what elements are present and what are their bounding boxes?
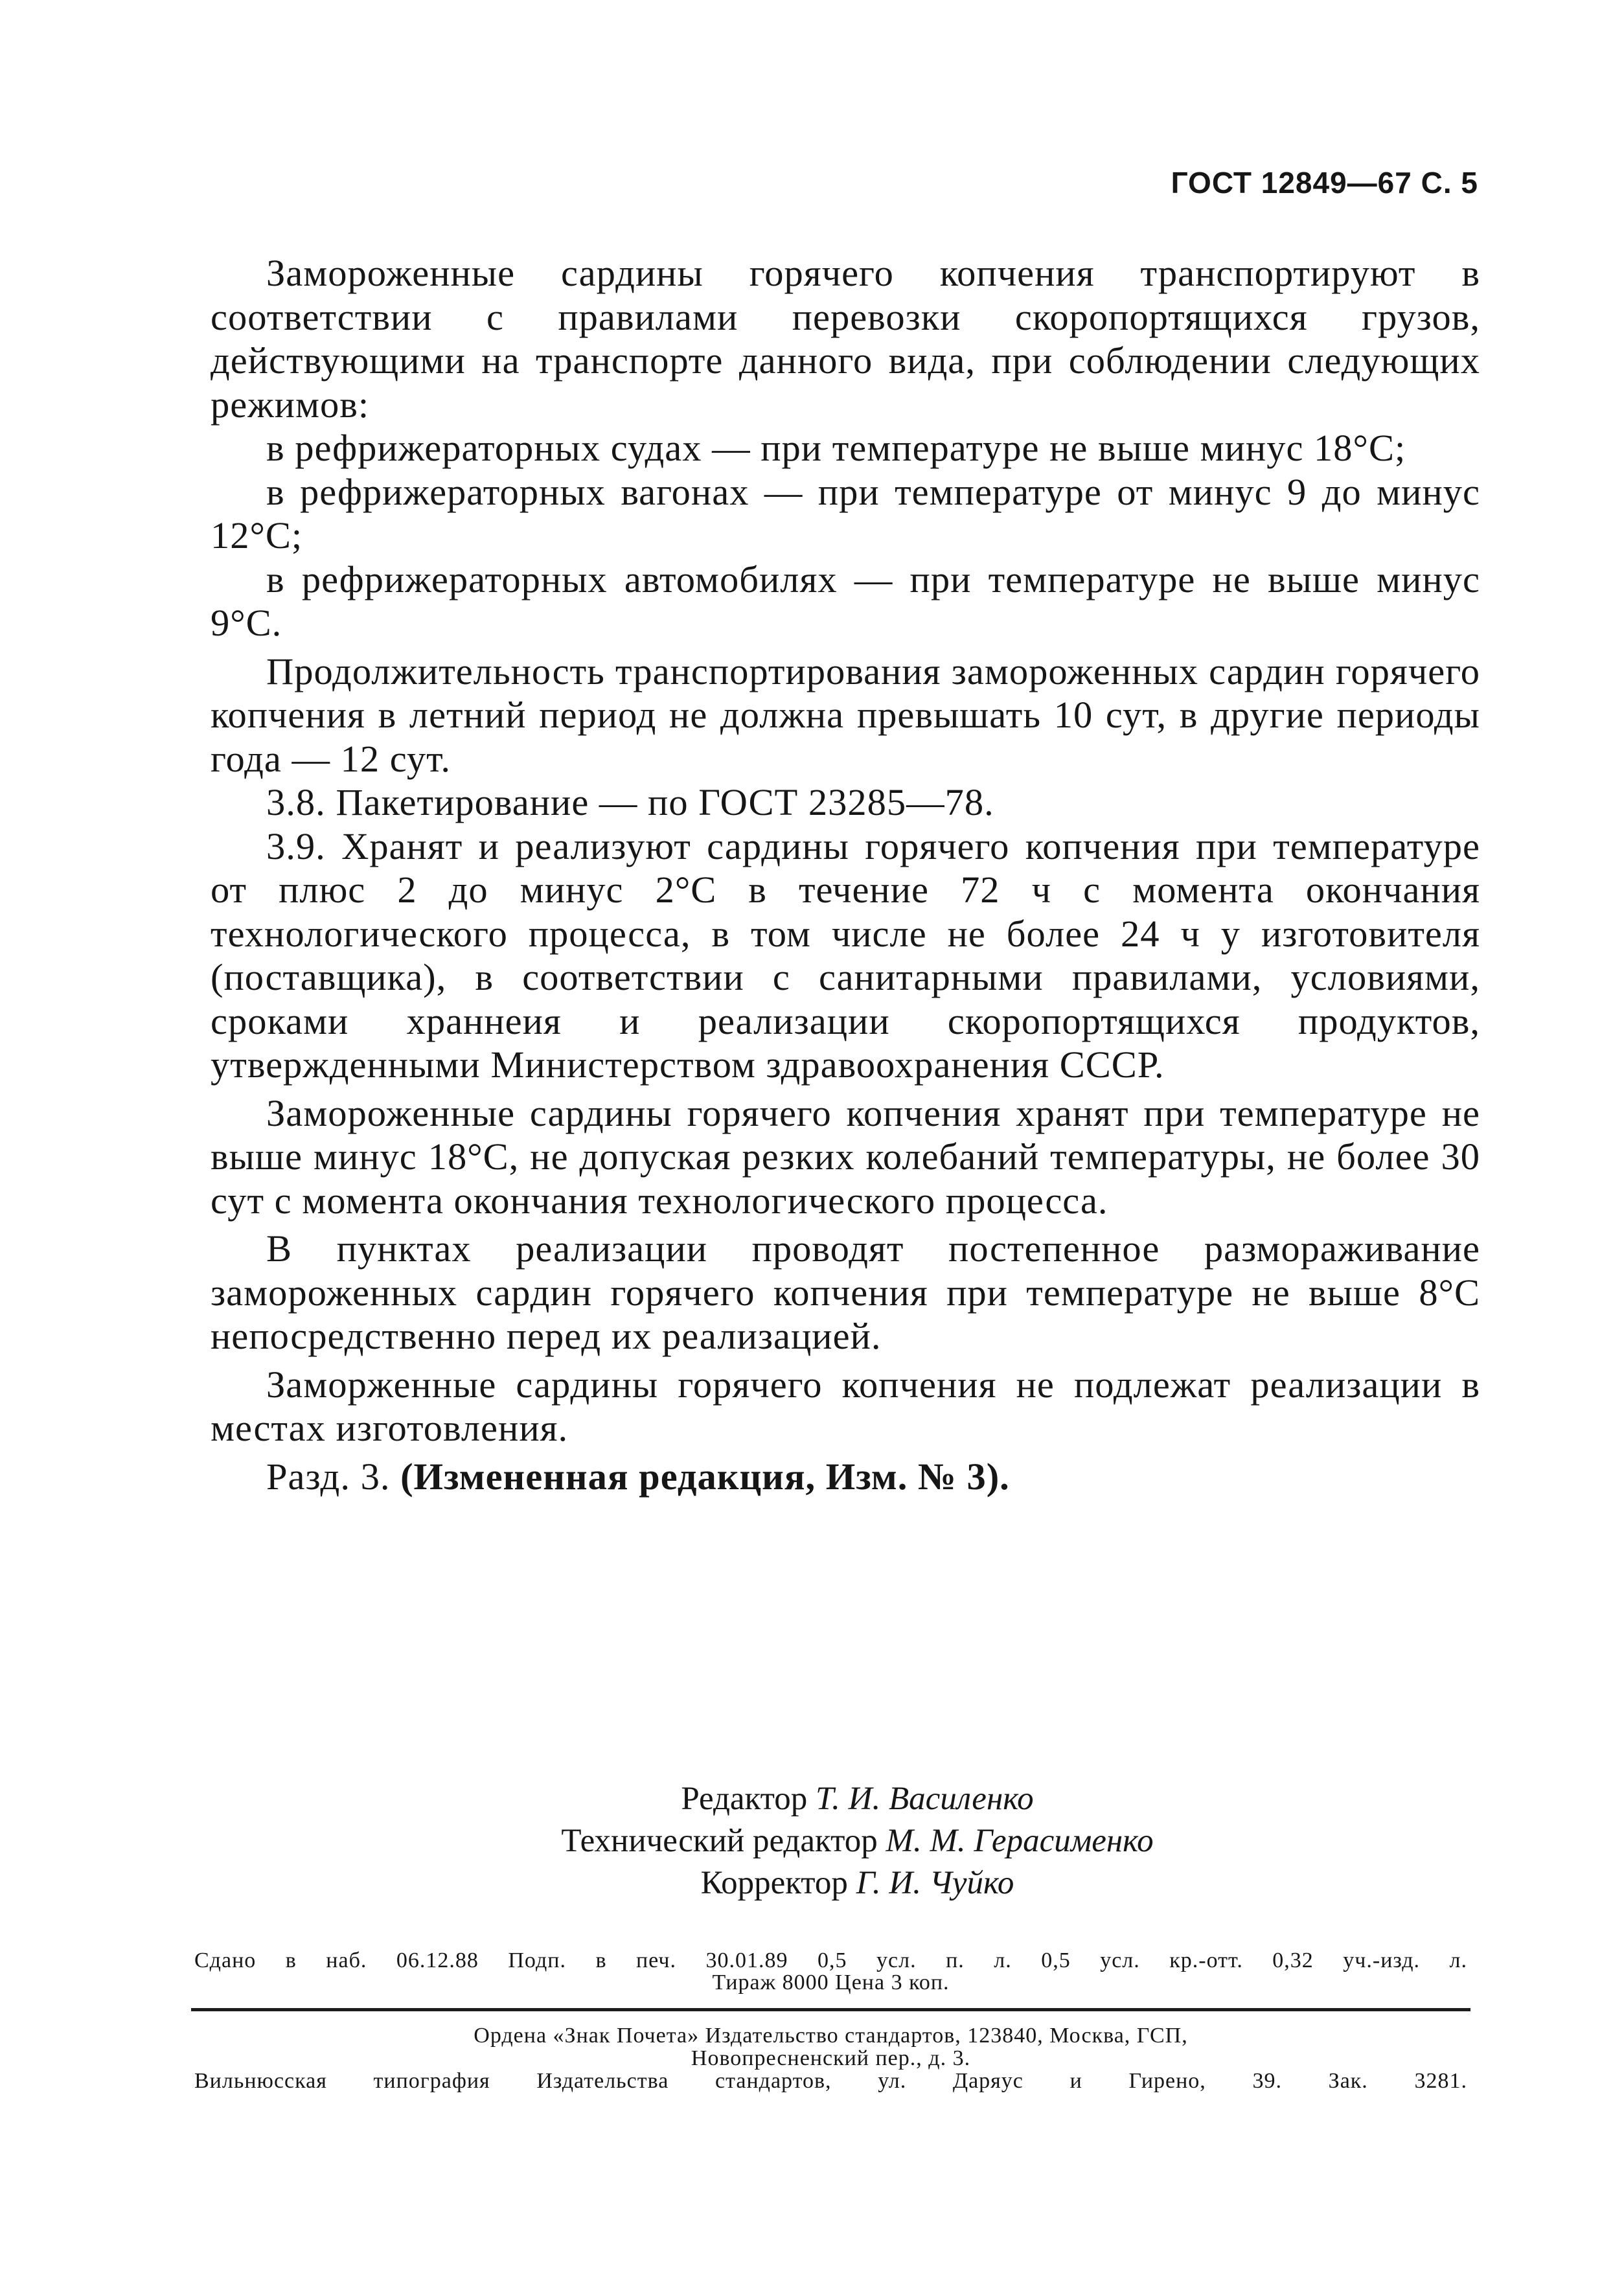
tech-editor-role: Технический редактор xyxy=(561,1823,878,1859)
imprint-circulation: Тираж 8000 Цена 3 коп. xyxy=(712,1970,950,1994)
paragraph-transport: Замороженные сардины горячего копчения транспортируют в соответствии с правилами перевозки скоропортящихся грузов, действующими на транспорте данного вида, при соблюдении следующих режимов: xyxy=(211,252,1480,426)
paragraph-wagons: в рефрижераторных вагонах — при температуре от минус 9 до минус 12°С; xyxy=(211,470,1480,556)
paragraph-duration: Продолжительность транспортирования замороженных сардин горячего копчения в летний период не должна превышать 10 сут, в другие периоды года — 12 сут. xyxy=(211,650,1480,780)
main-text xyxy=(211,251,1480,1498)
horizontal-rule xyxy=(191,2008,1470,2011)
paragraph-frozen-storage: Замороженные сардины горячего копчения хранят при температуре не выше минус 18°С, не допуская резких колебаний температуры, не более 30 сут с момента окончания технологического процесса. xyxy=(211,1091,1480,1222)
proofreader-line xyxy=(91,1862,1624,1904)
revision-prefix: Разд. 3. xyxy=(266,1455,401,1498)
paragraph-3-8: 3.8. Пакетирование — по ГОСТ 23285—78. xyxy=(266,781,994,823)
credits-block xyxy=(0,1778,1624,1904)
proofreader-role: Корректор xyxy=(700,1865,848,1901)
revision-line xyxy=(211,1455,1480,1499)
publisher-address: Новопресненский пер., д. 3. xyxy=(691,2046,971,2070)
publisher-footer xyxy=(194,2024,1467,2092)
paragraph-defrosting: В пунктах реализации проводят постепенное размораживание замороженных сардин горячего копчения при температуре не выше 8°С непосредственно перед их реализацией. xyxy=(211,1228,1480,1357)
printing-house-line: Вильнюсская типография Издательства стандартов, ул. Даряус и Гирено, 39. Зак. 3281. xyxy=(194,2069,1467,2093)
tech-editor-line xyxy=(91,1820,1624,1862)
editor-line xyxy=(91,1778,1624,1820)
editor-name: Т. И. Василенко xyxy=(816,1781,1034,1817)
proofreader-name: Г. И. Чуйко xyxy=(856,1865,1014,1901)
imprint-print-data: Сдано в наб. 06.12.88 Подп. в печ. 30.01.89 0,5 усл. п. л. 0,5 усл. кр.-отт. 0,32 уч.-изд. л. xyxy=(194,1948,1467,1972)
imprint-block xyxy=(194,1950,1467,1994)
paragraph-ships: в рефрижераторных судах — при температуре не выше минус 18°С; xyxy=(266,427,1406,469)
revision-note: (Измененная редакция, Изм. № 3). xyxy=(400,1455,1010,1498)
paragraph-not-for-sale: Заморженные сардины горячего копчения не подлежат реализации в местах изготовления. xyxy=(211,1363,1480,1449)
editor-role: Редактор xyxy=(681,1781,808,1817)
paragraph-trucks: в рефрижераторных автомобилях — при температуре не выше минус 9°С. xyxy=(211,558,1480,644)
page-header: ГОСТ 12849—67 С. 5 xyxy=(1171,166,1478,200)
paragraph-3-9: 3.9. Хранят и реализуют сардины горячего копчения при температуре от плюс 2 до минус 2°С в течение 72 ч с момента окончания технологического процесса, в том числе не более 24 ч у изготовителя (поставщика), в соответствии с санитарными правилами, условиями, сроками храннеия и реализации скоропортящихся продуктов, утвержденными Министерством здравоохранения СССР. xyxy=(211,825,1480,1086)
publisher-line: Ордена «Знак Почета» Издательство стандартов, 123840, Москва, ГСП, xyxy=(474,2024,1188,2048)
tech-editor-name: М. М. Герасименко xyxy=(886,1823,1154,1859)
